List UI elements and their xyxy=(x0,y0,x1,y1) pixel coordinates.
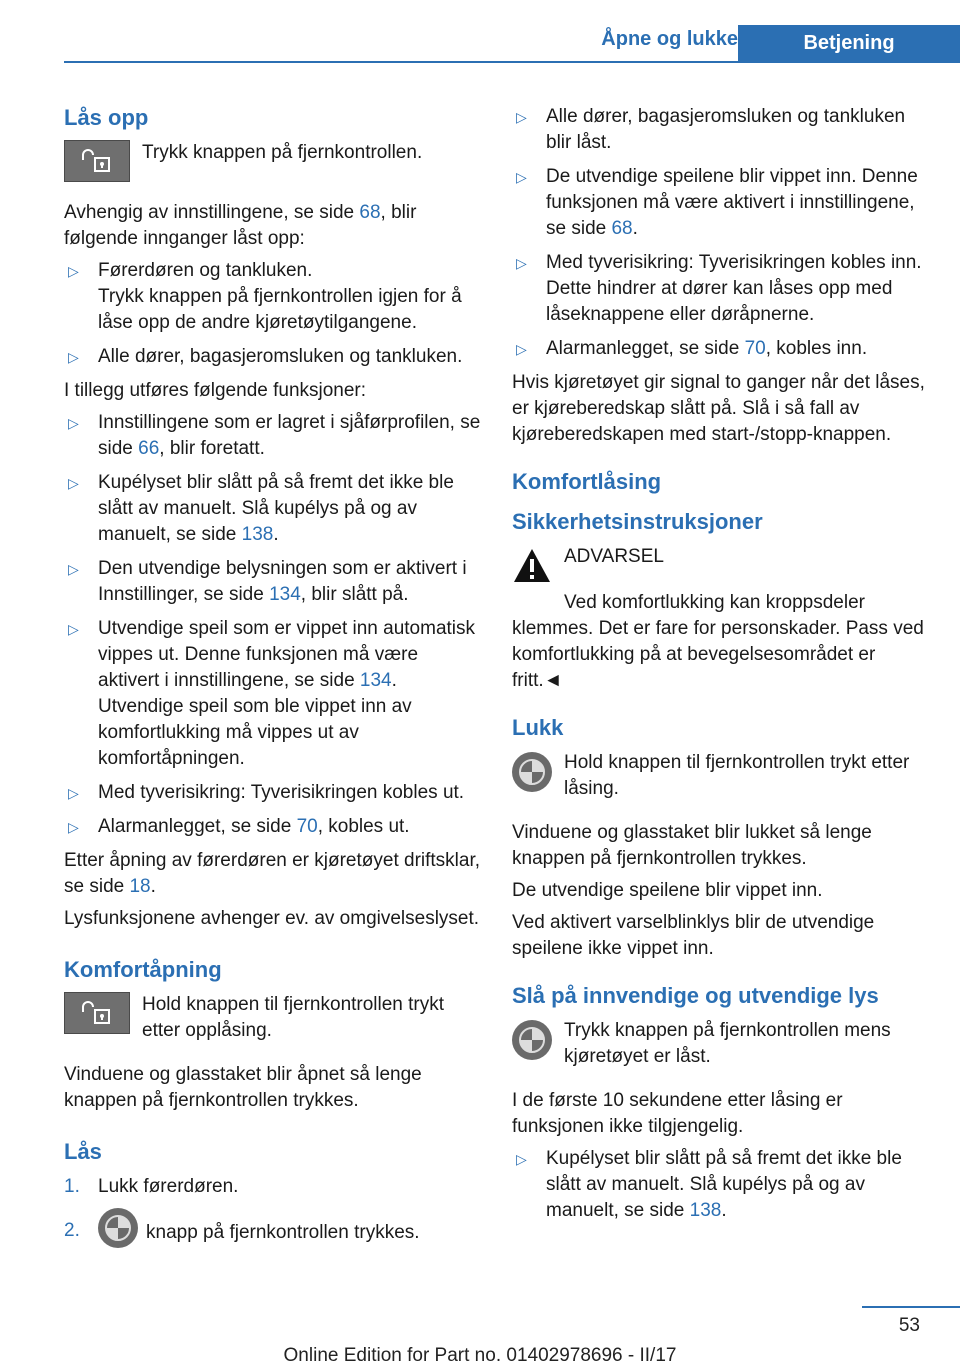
page-link-70[interactable]: 70 xyxy=(296,816,318,837)
list-item: 1. Lukk førerdøren. xyxy=(64,1176,239,1197)
triangle-bullet-icon: ▷ xyxy=(516,1151,527,1167)
list-item: ▷ Førerdøren og tankluken. Trykk knappen på fjernkontrollen igjen for å låse opp de andre kjøretøytilgangene. xyxy=(68,260,462,333)
triangle-bullet-icon: ▷ xyxy=(516,109,527,125)
footer-rule xyxy=(862,1306,960,1308)
windows-close-paragraph: Vinduene og glasstaket blir lukket så lenge knappen på fjernkontrollen trykkes. xyxy=(512,822,872,869)
unlock-list xyxy=(64,258,482,370)
lights-instruction xyxy=(512,1018,928,1070)
lights-icon-text: Trykk knappen på fjernkontrollen mens kjøretøyet er låst. xyxy=(564,1020,891,1067)
hazard-paragraph: Ved aktivert varselblinklys blir de utvendige speilene ikke vippet inn. xyxy=(512,912,875,959)
after-paragraph: Etter åpning av førerdøren er kjøretøyet driftsklar, se side 18. xyxy=(64,850,481,897)
header-rule xyxy=(64,61,960,63)
warning-text: Ved komfortlukking kan kroppsdeler klemmes. Det er fare for personskader. Pass ved komfortlukking på at bevegelsesområdet er fritt.◄ xyxy=(512,592,924,691)
warning-triangle-icon xyxy=(512,546,552,586)
heading-lock: Lås xyxy=(64,1139,102,1164)
comfort-open-instruction xyxy=(64,956,482,1044)
unlock-icon-text: Trykk knappen på fjernkontrollen. xyxy=(142,142,423,163)
heading-comfort-open: Komfortåpning xyxy=(64,957,222,982)
chapter-tab: Betjening xyxy=(738,25,960,61)
section-tab: Åpne og lukke xyxy=(601,28,738,50)
page-link-138[interactable]: 138 xyxy=(689,1200,722,1221)
lock-steps xyxy=(64,1174,482,1248)
light-paragraph: Lysfunksjonene avhenger ev. av omgivelseslyset. xyxy=(64,908,480,929)
list-item: ▷ Utvendige speil som er vippet inn automatisk vippes ut. Denne funksjonen må være aktivert i innstillingene, se side 134. Utvendige speil som ble vippet inn av komfortlukking må vippes ut av komfortåpningen. xyxy=(68,618,476,769)
heading-safety: Sikkerhetsinstruksjoner xyxy=(512,509,763,534)
list-item: 2. knapp på fjernkontrollen trykkes. xyxy=(64,1218,482,1248)
triangle-bullet-icon: ▷ xyxy=(68,415,79,431)
first10-paragraph: I de første 10 sekundene etter låsing er funksjonen ikke tilgjengelig. xyxy=(512,1090,843,1137)
warning-block xyxy=(512,544,928,694)
page-link-134[interactable]: 134 xyxy=(359,670,392,691)
close-icon-text: Hold knappen til fjernkontrollen trykt etter låsing. xyxy=(564,752,910,799)
triangle-bullet-icon: ▷ xyxy=(68,819,79,835)
unlock-instruction xyxy=(64,104,482,182)
unlock-button-icon xyxy=(64,992,130,1034)
triangle-bullet-icon: ▷ xyxy=(516,341,527,357)
signal-paragraph: Hvis kjøretøyet gir signal to ganger når det låses, er kjøreberedskap slått på. Slå i så fall av kjøreberedskapen med start-/stopp-knappen. xyxy=(512,372,925,445)
list-item: ▷ Den utvendige belysningen som er aktivert i Innstillinger, se side 134, blir slått på. xyxy=(68,558,467,605)
warning-title: ADVARSEL xyxy=(564,546,664,567)
mirrors-paragraph: De utvendige speilene blir vippet inn. xyxy=(512,880,823,901)
list-item: ▷ Kupélyset blir slått på så fremt det ikke ble slått av manuelt. Slå kupélys på og av manuelt, se side 138. xyxy=(516,1148,902,1221)
page-number: 53 xyxy=(898,1315,920,1336)
heading-comfort-lock: Komfortlåsing xyxy=(512,469,662,494)
unlock-button-icon xyxy=(64,140,130,182)
list-item: ▷ Innstillingene som er lagret i sjåførprofilen, se side 66, blir foretatt. xyxy=(68,412,481,459)
triangle-bullet-icon: ▷ xyxy=(68,475,79,491)
bmw-logo-button-icon xyxy=(512,1020,552,1060)
right-column xyxy=(512,104,928,1232)
page-link-70[interactable]: 70 xyxy=(744,338,766,359)
list-item: ▷ Alarmanlegget, se side 70, kobles ut. xyxy=(64,814,482,840)
left-column xyxy=(64,104,482,1258)
bmw-logo-button-icon xyxy=(512,752,552,792)
page-link-68[interactable]: 68 xyxy=(359,202,381,223)
list-item: ▷ Kupélyset blir slått på så fremt det ikke ble slått av manuelt. Slå kupélys på og av manuelt, se side 138. xyxy=(68,472,454,545)
list-item: ▷ Alle dører, bagasjeromsluken og tankluken blir låst. xyxy=(516,106,906,153)
list-item: ▷ De utvendige speilene blir vippet inn. Denne funksjonen må være aktivert i innstillingene, se side 68. xyxy=(516,166,918,239)
page-link-134[interactable]: 134 xyxy=(269,584,301,605)
triangle-bullet-icon: ▷ xyxy=(68,785,79,801)
page-link-18[interactable]: 18 xyxy=(129,876,151,897)
heading-close: Lukk xyxy=(512,715,564,740)
edition-text: Online Edition for Part no. 01402978696 - II/17 xyxy=(283,1345,677,1366)
comfort-open-icon-text: Hold knappen til fjernkontrollen trykt etter opplåsing. xyxy=(142,994,445,1041)
triangle-bullet-icon: ▷ xyxy=(68,621,79,637)
triangle-bullet-icon: ▷ xyxy=(68,263,79,279)
triangle-bullet-icon: ▷ xyxy=(68,561,79,577)
heading-lights: Slå på innvendige og utvendige lys xyxy=(512,983,879,1008)
functions-list xyxy=(64,410,482,840)
depending-paragraph: Avhengig av innstillingene, se side 68, blir følgende innganger låst opp: xyxy=(64,202,417,249)
page-link-138[interactable]: 138 xyxy=(241,524,274,545)
bmw-logo-button-icon xyxy=(98,1208,138,1248)
triangle-bullet-icon: ▷ xyxy=(516,255,527,271)
list-item: ▷ Alle dører, bagasjeromsluken og tankluken. xyxy=(64,344,482,370)
list-item: ▷ Alarmanlegget, se side 70, kobles inn. xyxy=(512,336,928,362)
also-paragraph: I tillegg utføres følgende funksjoner: xyxy=(64,380,367,401)
triangle-bullet-icon: ▷ xyxy=(68,349,79,365)
page-link-68[interactable]: 68 xyxy=(611,218,633,239)
list-item: ▷ Med tyverisikring: Tyverisikringen kobles inn. Dette hindrer at dører kan låses opp med låseknappene eller døråpnerne. xyxy=(516,252,922,325)
list-item: ▷ Med tyverisikring: Tyverisikringen kobles ut. xyxy=(64,780,482,806)
windows-open-paragraph: Vinduene og glasstaket blir åpnet så lenge knappen på fjernkontrollen trykkes. xyxy=(64,1064,422,1111)
triangle-bullet-icon: ▷ xyxy=(516,169,527,185)
heading-unlock: Lås opp xyxy=(64,105,149,130)
lock-effects-list xyxy=(512,104,928,362)
close-instruction xyxy=(512,750,928,802)
lights-list xyxy=(512,1146,928,1224)
page-link-66[interactable]: 66 xyxy=(138,438,160,459)
